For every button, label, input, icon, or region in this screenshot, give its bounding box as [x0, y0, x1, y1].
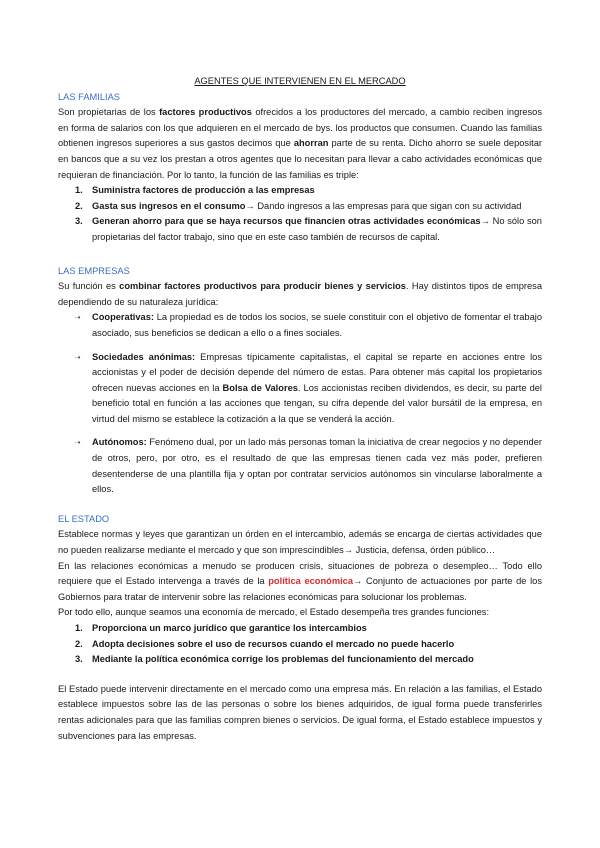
estado-paragraph-3: Por todo ello, aunque seamos una economía de mercado, el Estado desempeña tres grandes funciones:: [58, 607, 490, 618]
list-item: ➝ Cooperativas: La propiedad es de todos los socios, se suele constituir con el objetivo de fomentar el trabajo asociado, sus beneficios se dedican a ello o a fines sociales.: [74, 312, 542, 338]
document-body: [58, 74, 542, 744]
list-item: 1. Proporciona un marco jurídico que garantice los intercambios: [75, 623, 367, 633]
page-title: AGENTES QUE INTERVIENEN EN EL MERCADO: [194, 76, 406, 86]
empresas-types-list: [58, 310, 542, 498]
list-item: ➝ Autónomos: Fenómeno dual, por un lado más personas toman la iniciativa de crear negocios y no depender de otros, pero, por otro, es el resultado de que las empresas tienen cada vez más poder, prefieren desentenderse de una plantilla fija y optan por contratar servicios autónomos sin vincularse laboralmente a ellos.: [74, 437, 542, 495]
estado-functions-list: [58, 621, 542, 668]
estado-paragraph-2: En las relaciones económicas a menudo se producen crisis, situaciones de pobreza o desempleo… Todo ello requiere que el Estado intervenga a través de la política económica→ Conjunto de actuaciones por parte de los Gobiernos para tratar de intervenir sobre las relaciones económicas para solucionar los problemas.: [58, 560, 542, 602]
list-item: 1. Suministra factores de producción a las empresas: [75, 185, 315, 196]
section-heading-familias: LAS FAMILIAS: [58, 91, 121, 102]
politica-economica-highlight: política económica: [268, 576, 354, 587]
list-item: 2. Gasta sus ingresos en el consumo→ Dando ingresos a las empresas para que sigan con su actividad: [75, 200, 522, 211]
arrow-bullet-icon: ➝: [74, 352, 81, 362]
list-item: ➝ Sociedades anónimas: Empresas típicamente capitalistas, el capital se reparte en acciones entre los accionistas y el poder de decisión depende del número de estas. Para obtener más capital los propietarios ofrecen nuevas acciones en la Bolsa de Valores. Los accionistas reciben dividendos, es decir, su parte del beneficio total en función a las acciones que tengan, su cifra depende del valor bursátil de la empresa, en virtud del mismo se establece la cotización a la que se venderá la acción.: [74, 351, 542, 424]
familias-functions-list: [58, 183, 542, 245]
list-item: 3. Generan ahorro para que se haya recursos que financien otras actividades económicas→ No sólo son propietarias del factor trabajo, sino que en este caso también de recursos de capital.: [75, 216, 542, 242]
familias-paragraph: Son propietarias de los factores productivos ofrecidos a los productores del mercado, a cambio reciben ingresos en forma de salarios con los que adquieren en el mercado de bys. los productos que consumen. Cuando las familias obtienen ingresos superiores a sus gastos decimos que ahorran parte de su renta. Dicho ahorro se suele depositar en bancos que a su vez los prestan a otros agentes que lo necesitan para llevar a cabo actividades económicas que requieran de financiación. Por lo tanto, la función de las familias es triple:: [58, 107, 542, 180]
estado-paragraph-1: Establece normas y leyes que garantizan un órden en el intercambio, además se encarga de ciertas actividades que no pueden realizarse mediante el mercado y que son imprescindibles→ Justicia, defensa, órden público…: [58, 529, 542, 556]
estado-paragraph-4: El Estado puede intervenir directamente en el mercado como una empresa más. En relación a las familias, el Estado establece impuestos sobre las de las personas o sobre los bienes adquiridos, de igual forma puede transferirles rentas adicionales para que las familias compren bienes o servicios. De igual forma, el Estado establece impuestos y subvenciones para las empresas.: [58, 683, 542, 741]
section-heading-estado: EL ESTADO: [58, 513, 110, 524]
empresas-paragraph: Su función es combinar factores productivos para producir bienes y servicios. Hay distintos tipos de empresa dependiendo de su naturaleza jurídica:: [58, 281, 542, 307]
section-heading-empresas: LAS EMPRESAS: [58, 265, 130, 276]
arrow-bullet-icon: ➝: [74, 313, 81, 323]
list-item: 3. Mediante la política económica corrige los problemas del funcionamiento del mercado: [75, 654, 474, 665]
arrow-bullet-icon: ➝: [74, 438, 81, 448]
list-item: 2. Adopta decisiones sobre el uso de recursos cuando el mercado no puede hacerlo: [75, 638, 455, 649]
